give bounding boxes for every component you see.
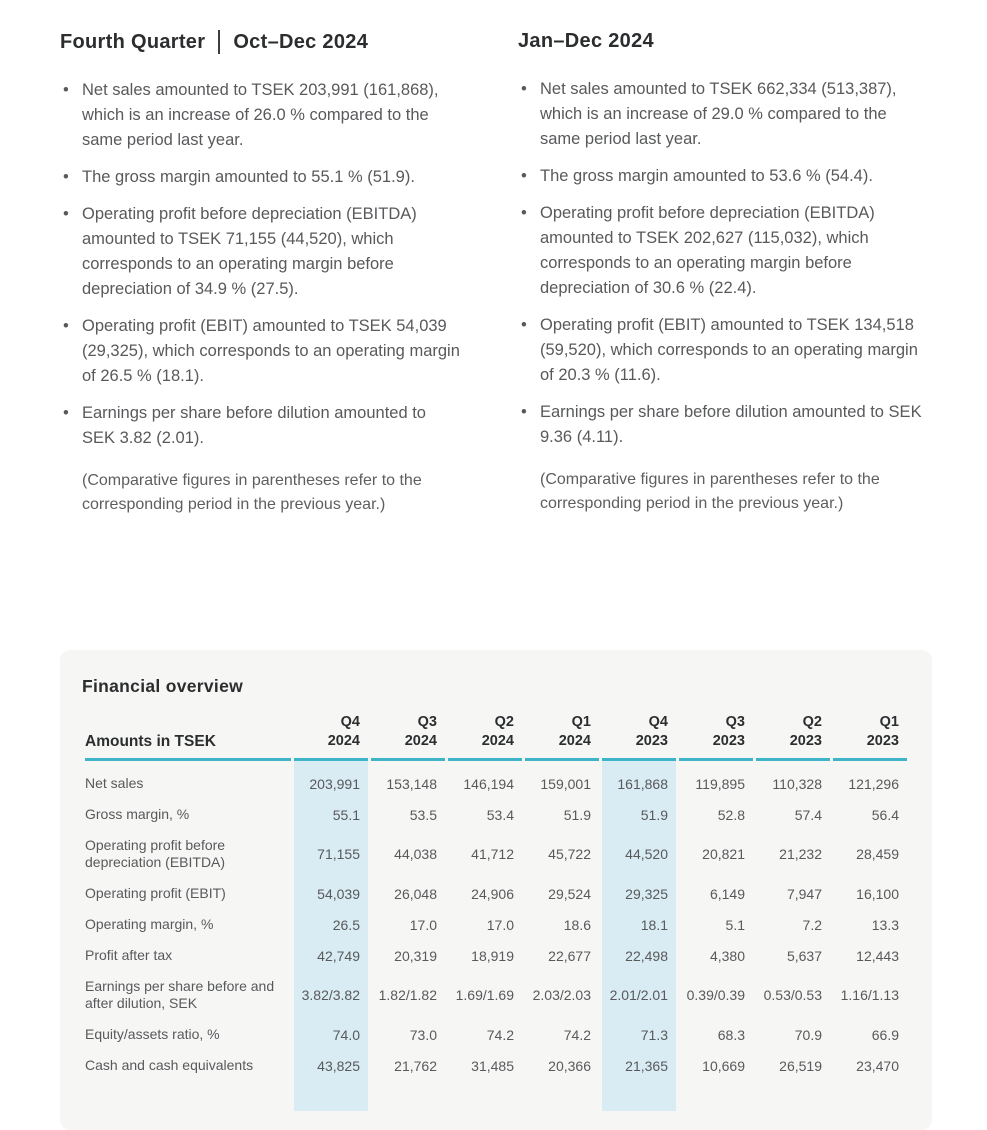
column-header-q1-2023 (833, 713, 907, 761)
cell-value: 16,100 (856, 885, 899, 902)
quarter-summary-section (0, 0, 987, 533)
cell-value: 74.2 (486, 1026, 514, 1043)
cell-value: 20,821 (702, 846, 745, 862)
cell-value: 31,485 (471, 1057, 514, 1074)
bullet-item: • Earnings per share before dilution amounted to SEK 3.82 (2.01). (60, 401, 460, 451)
row-label: Operating profit (EBIT) (85, 885, 226, 901)
table-row (85, 1019, 907, 1050)
cell-value: 70.9 (794, 1026, 822, 1043)
row-label: Gross margin, % (85, 806, 190, 822)
bullet-item: • Operating profit (EBIT) amounted to TSEK 134,518 (59,520), which corresponds to an operating margin of 20.3 % (11.6). (518, 313, 930, 388)
section-title-primary: Jan–Dec 2024 (518, 30, 654, 52)
cell-value: 18.1 (602, 909, 676, 940)
bullet-item: • Operating profit before depreciation (EBITDA) amounted to TSEK 202,627 (115,032), which corresponds to an operating margin before depreciation of 30.6 % (22.4). (518, 201, 930, 301)
cell-value: 74.0 (294, 1019, 368, 1050)
cell-value: 53.4 (486, 806, 514, 823)
table-row (85, 878, 907, 909)
cell-value: 110,328 (772, 775, 822, 792)
financial-overview-table (82, 713, 910, 1111)
table-body (85, 761, 907, 1111)
quarter-label: Q1 (879, 714, 899, 730)
column-header-q3-2024 (371, 713, 445, 761)
bullet-list (518, 77, 930, 450)
row-label: Cash and cash equivalents (85, 1057, 254, 1073)
cell-value: 17.0 (486, 916, 514, 933)
row-label: Earnings per share before and after dilution, SEK (85, 978, 275, 1011)
spacer-cell (294, 1081, 368, 1111)
cell-value: 17.0 (409, 916, 437, 933)
section-title-secondary: Oct–Dec 2024 (233, 30, 369, 53)
cell-value: 26.5 (294, 909, 368, 940)
cell-value: 6,149 (709, 885, 745, 902)
bullet-item: • The gross margin amounted to 55.1 % (51.9). (60, 165, 460, 190)
row-label: Operating profit before depreciation (EBITDA) (85, 837, 226, 870)
cell-value: 21,762 (394, 1057, 437, 1074)
cell-value: 42,749 (294, 940, 368, 971)
title-divider (218, 30, 220, 54)
quarter-label: Q4 (340, 714, 360, 730)
cell-value: 53.5 (409, 806, 437, 823)
cell-value: 68.3 (717, 1026, 745, 1043)
cell-value: 18,919 (471, 947, 514, 964)
bullet-item: • Earnings per share before dilution amounted to SEK 9.36 (4.11). (518, 400, 930, 450)
cell-value: 55.1 (294, 799, 368, 830)
cell-value: 22,498 (602, 940, 676, 971)
cell-value: 119,895 (695, 775, 745, 792)
cell-value: 71.3 (602, 1019, 676, 1050)
year-label: 2023 (866, 733, 899, 749)
cell-value: 41,712 (471, 846, 514, 862)
cell-value: 3.82/3.82 (294, 971, 368, 1019)
cell-value: 26,519 (779, 1057, 822, 1074)
cell-value: 12,443 (856, 947, 899, 964)
cell-value: 26,048 (394, 885, 437, 902)
cell-value: 23,470 (856, 1057, 899, 1074)
row-label: Equity/assets ratio, % (85, 1026, 220, 1042)
cell-value: 51.9 (563, 806, 591, 823)
table-row (85, 830, 907, 878)
quarter-label: Q2 (494, 714, 514, 730)
cell-value: 1.69/1.69 (455, 987, 514, 1003)
spacer-cell (525, 1081, 599, 1111)
cell-value: 153,148 (386, 775, 437, 792)
year-label: 2024 (404, 733, 437, 749)
table-header-row (85, 713, 907, 761)
cell-value: 71,155 (294, 830, 368, 878)
column-header-q4-2024 (294, 713, 368, 761)
cell-value: 13.3 (871, 916, 899, 933)
cell-value: 2.01/2.01 (602, 971, 676, 1019)
cell-value: 2.03/2.03 (532, 987, 591, 1003)
row-label: Profit after tax (85, 947, 173, 963)
cell-value: 44,038 (394, 846, 437, 862)
comparative-note: (Comparative figures in parentheses refer to the corresponding period in the previous year.) (540, 471, 880, 512)
comparative-note: (Comparative figures in parentheses refer to the corresponding period in the previous year.) (82, 472, 422, 513)
bullet-item: • Operating profit (EBIT) amounted to TSEK 54,039 (29,325), which corresponds to an operating margin of 26.5 % (18.1). (60, 314, 460, 389)
cell-value: 121,296 (848, 775, 899, 792)
quarter-label: Q1 (571, 714, 591, 730)
amounts-in-tsek-header: Amounts in TSEK (85, 713, 291, 761)
bullet-list (60, 78, 460, 451)
table-row (85, 971, 907, 1019)
spacer-cell (371, 1081, 445, 1111)
row-label: Operating margin, % (85, 916, 214, 932)
cell-value: 56.4 (871, 806, 899, 823)
cell-value: 21,365 (602, 1050, 676, 1081)
table-row (85, 761, 907, 799)
bullet-item: • The gross margin amounted to 53.6 % (54.4). (518, 164, 930, 189)
section-heading (518, 30, 930, 53)
year-label: 2024 (481, 733, 514, 749)
cell-value: 5,637 (786, 947, 822, 964)
column-header-q3-2023 (679, 713, 753, 761)
cell-value: 74.2 (563, 1026, 591, 1043)
full-year-column (518, 30, 930, 533)
cell-value: 57.4 (794, 806, 822, 823)
cell-value: 1.16/1.13 (840, 987, 899, 1003)
cell-value: 22,677 (548, 947, 591, 964)
spacer-cell (602, 1081, 676, 1111)
cell-value: 0.53/0.53 (763, 987, 822, 1003)
year-label: 2023 (712, 733, 745, 749)
section-title-primary: Fourth Quarter (60, 30, 206, 53)
cell-value: 0.39/0.39 (686, 987, 745, 1003)
table-row (85, 909, 907, 940)
cell-value: 5.1 (725, 916, 745, 933)
cell-value: 28,459 (856, 846, 899, 862)
cell-value: 24,906 (471, 885, 514, 902)
financial-overview-title: Financial overview (82, 676, 244, 696)
fourth-quarter-column (60, 30, 460, 533)
section-heading (60, 30, 460, 54)
cell-value: 51.9 (602, 799, 676, 830)
cell-value: 10,669 (702, 1057, 745, 1074)
cell-value: 44,520 (602, 830, 676, 878)
year-label: 2023 (789, 733, 822, 749)
quarter-label: Q3 (725, 714, 745, 730)
column-header-q2-2024 (448, 713, 522, 761)
cell-value: 20,319 (394, 947, 437, 964)
bullet-item: • Net sales amounted to TSEK 203,991 (161,868), which is an increase of 26.0 % compared to the same period last year. (60, 78, 460, 153)
column-header-q1-2024 (525, 713, 599, 761)
spacer-cell (833, 1081, 907, 1111)
cell-value: 7.2 (802, 916, 822, 933)
cell-value: 159,001 (540, 775, 591, 792)
table-row (85, 940, 907, 971)
cell-value: 45,722 (548, 846, 591, 862)
cell-value: 20,366 (548, 1057, 591, 1074)
row-label: Net sales (85, 775, 144, 791)
quarter-label: Q2 (802, 714, 822, 730)
bullet-item: • Operating profit before depreciation (EBITDA) amounted to TSEK 71,155 (44,520), which corresponds to an operating margin before depreciation of 34.9 % (27.5). (60, 202, 460, 302)
cell-value: 146,194 (463, 775, 514, 792)
spacer-cell (756, 1081, 830, 1111)
cell-value: 161,868 (602, 761, 676, 799)
cell-value: 43,825 (294, 1050, 368, 1081)
year-label: 2024 (558, 733, 591, 749)
cell-value: 18.6 (563, 916, 591, 933)
year-label: 2023 (635, 733, 668, 749)
column-header-q2-2023 (756, 713, 830, 761)
table-row (85, 799, 907, 830)
column-header-q4-2023 (602, 713, 676, 761)
cell-value: 52.8 (717, 806, 745, 823)
cell-value: 7,947 (786, 885, 822, 902)
cell-value: 54,039 (294, 878, 368, 909)
table-spacer-row (85, 1081, 907, 1111)
quarter-label: Q3 (417, 714, 437, 730)
spacer-cell (679, 1081, 753, 1111)
cell-value: 4,380 (709, 947, 745, 964)
cell-value: 29,325 (602, 878, 676, 909)
cell-value: 29,524 (548, 885, 591, 902)
spacer-cell (448, 1081, 522, 1111)
financial-overview-card (60, 650, 932, 1130)
year-label: 2024 (327, 733, 360, 749)
table-row (85, 1050, 907, 1081)
cell-value: 1.82/1.82 (378, 987, 437, 1003)
cell-value: 203,991 (294, 761, 368, 799)
cell-value: 66.9 (871, 1026, 899, 1043)
bullet-item: • Net sales amounted to TSEK 662,334 (513,387), which is an increase of 29.0 % compared to the same period last year. (518, 77, 930, 152)
quarter-label: Q4 (648, 714, 668, 730)
cell-value: 21,232 (779, 846, 822, 862)
cell-value: 73.0 (409, 1026, 437, 1043)
